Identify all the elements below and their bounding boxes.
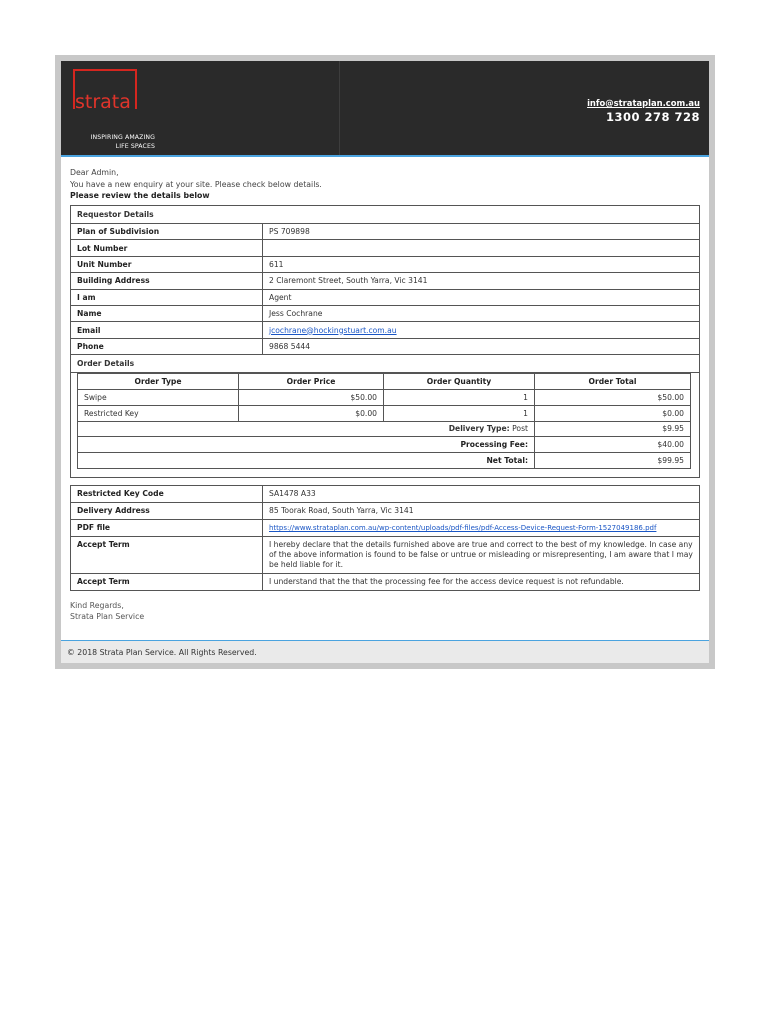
processing-row: Processing Fee: $40.00 — [78, 437, 691, 453]
strata-logo: strata — [75, 91, 131, 113]
contact-panel — [340, 61, 709, 155]
logo-panel — [61, 61, 340, 155]
requestor-title: Requestor Details — [71, 206, 700, 224]
table-row: Phone 9868 5444 — [71, 338, 700, 354]
col-order-type: Order Type — [78, 374, 239, 390]
contact-phone: 1300 278 728 — [605, 110, 700, 124]
email-frame — [55, 55, 715, 669]
email-body — [61, 155, 709, 641]
net-total-row: Net Total: $99.95 — [78, 453, 691, 469]
table-row: Lot Number — [71, 240, 700, 256]
table-row: Swipe $50.00 1 $50.00 — [78, 389, 691, 405]
col-order-price: Order Price — [239, 374, 384, 390]
pdf-file-link[interactable]: https://www.strataplan.com.au/wp-content/uploads/pdf-files/pdf-Access-Device-Request-Form-1527049186.pdf — [269, 524, 657, 532]
table-row: Building Address 2 Claremont Street, South Yarra, Vic 3141 — [71, 273, 700, 289]
additional-table — [70, 485, 700, 591]
contact-email-link[interactable]: info@strataplan.com.au — [587, 98, 700, 108]
table-row: Email jcochrane@hockingstuart.com.au — [71, 322, 700, 338]
table-row: Name Jess Cochrane — [71, 305, 700, 321]
table-row: Accept Term I understand that the that the processing fee for the access device request is not refundable. — [71, 574, 700, 591]
table-row: Restricted Key Code SA1478 A33 — [71, 486, 700, 503]
logo-tagline: INSPIRING AMAZING LIFE SPACES — [90, 134, 155, 150]
table-row: I am Agent — [71, 289, 700, 305]
table-row: Accept Term I hereby declare that the details furnished above are true and correct to the best of my knowledge. In case any of the above information is found to be false or untrue or misleading or misrepresenting, I am aware that I may be held liable for it. — [71, 537, 700, 574]
table-row: Unit Number 611 — [71, 256, 700, 272]
col-order-quantity: Order Quantity — [384, 374, 535, 390]
table-row: Restricted Key $0.00 1 $0.00 — [78, 405, 691, 421]
table-row: Plan of Subdivision PS 709898 — [71, 224, 700, 240]
col-order-total: Order Total — [535, 374, 691, 390]
table-row: Delivery Address 85 Toorak Road, South Yarra, Vic 3141 — [71, 503, 700, 520]
order-title: Order Details — [71, 355, 700, 373]
closing: Kind Regards, Strata Plan Service — [70, 601, 145, 621]
delivery-row: Delivery Type: Post $9.95 — [78, 421, 691, 437]
footer: © 2018 Strata Plan Service. All Rights Reserved. — [61, 641, 709, 663]
requestor-email-link[interactable]: jcochrane@hockingstuart.com.au — [269, 325, 397, 335]
greeting: Dear Admin, You have a new enquiry at your site. Please check below details. Please review the details below — [70, 168, 322, 200]
email-header — [61, 61, 709, 155]
table-row: PDF file https://www.strataplan.com.au/wp-content/uploads/pdf-files/pdf-Access-Device-Request-Form-1527049186.pdf — [71, 520, 700, 537]
requestor-table — [70, 205, 700, 478]
order-table — [77, 373, 691, 469]
